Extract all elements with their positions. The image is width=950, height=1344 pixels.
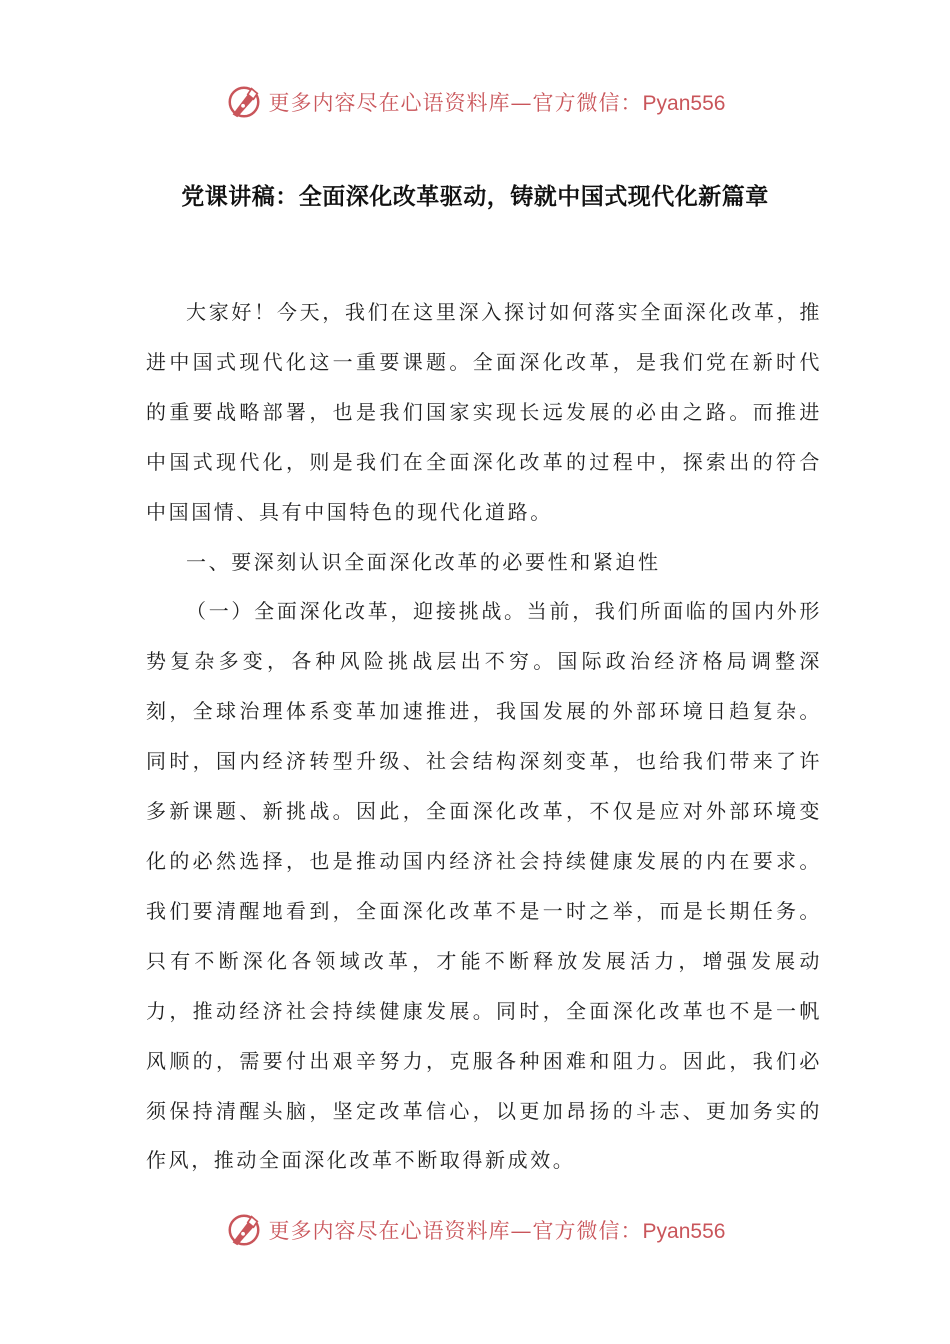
section-heading: 一、要深刻认识全面深化改革的必要性和紧迫性: [186, 549, 661, 574]
pen-nib-logo-icon: [225, 1211, 263, 1249]
document-body: [146, 288, 822, 1186]
pen-nib-logo-icon: [225, 83, 263, 121]
watermark-text: 更多内容尽在心语资料库—官方微信：Pyan556: [268, 91, 726, 115]
intro-paragraph: 大家好！今天，我们在这里深入探讨如何落实全面深化改革，推进中国式现代化这一重要课题。全面深化改革，是我们党在新时代的重要战略部署，也是我们国家实现长远发展的必由之路。而推进中国式现代化，则是我们在全面深化改革的过程中，探索出的符合中国国情、具有中国特色的现代化道路。: [146, 300, 822, 524]
watermark-text: 更多内容尽在心语资料库—官方微信：Pyan556: [268, 1219, 726, 1243]
wechat-id: Pyan556: [642, 92, 726, 115]
document-title: 党课讲稿：全面深化改革驱动，铸就中国式现代化新篇章: [181, 184, 769, 210]
body-paragraph: （一）全面深化改革，迎接挑战。当前，我们所面临的国内外形势复杂多变，各种风险挑战层出不穷。国际政治经济格局调整深刻，全球治理体系变革加速推进，我国发展的外部环境日趋复杂。同时，国内经济转型升级、社会结构深刻变革，也给我们带来了许多新课题、新挑战。因此，全面深化改革，不仅是应对外部环境变化的必然选择，也是推动国内经济社会持续健康发展的内在要求。我们要清醒地看到，全面深化改革不是一时之举，而是长期任务。只有不断深化各领域改革，才能不断释放发展活力，增强发展动力，推动经济社会持续健康发展。同时，全面深化改革也不是一帆风顺的，需要付出艰辛努力，克服各种困难和阻力。因此，我们必须保持清醒头脑，坚定改革信心，以更加昂扬的斗志、更加务实的作风，推动全面深化改革不断取得新成效。: [146, 599, 822, 1173]
wechat-id: Pyan556: [642, 1220, 726, 1243]
header-watermark: [0, 80, 950, 124]
footer-watermark: [0, 1208, 950, 1252]
